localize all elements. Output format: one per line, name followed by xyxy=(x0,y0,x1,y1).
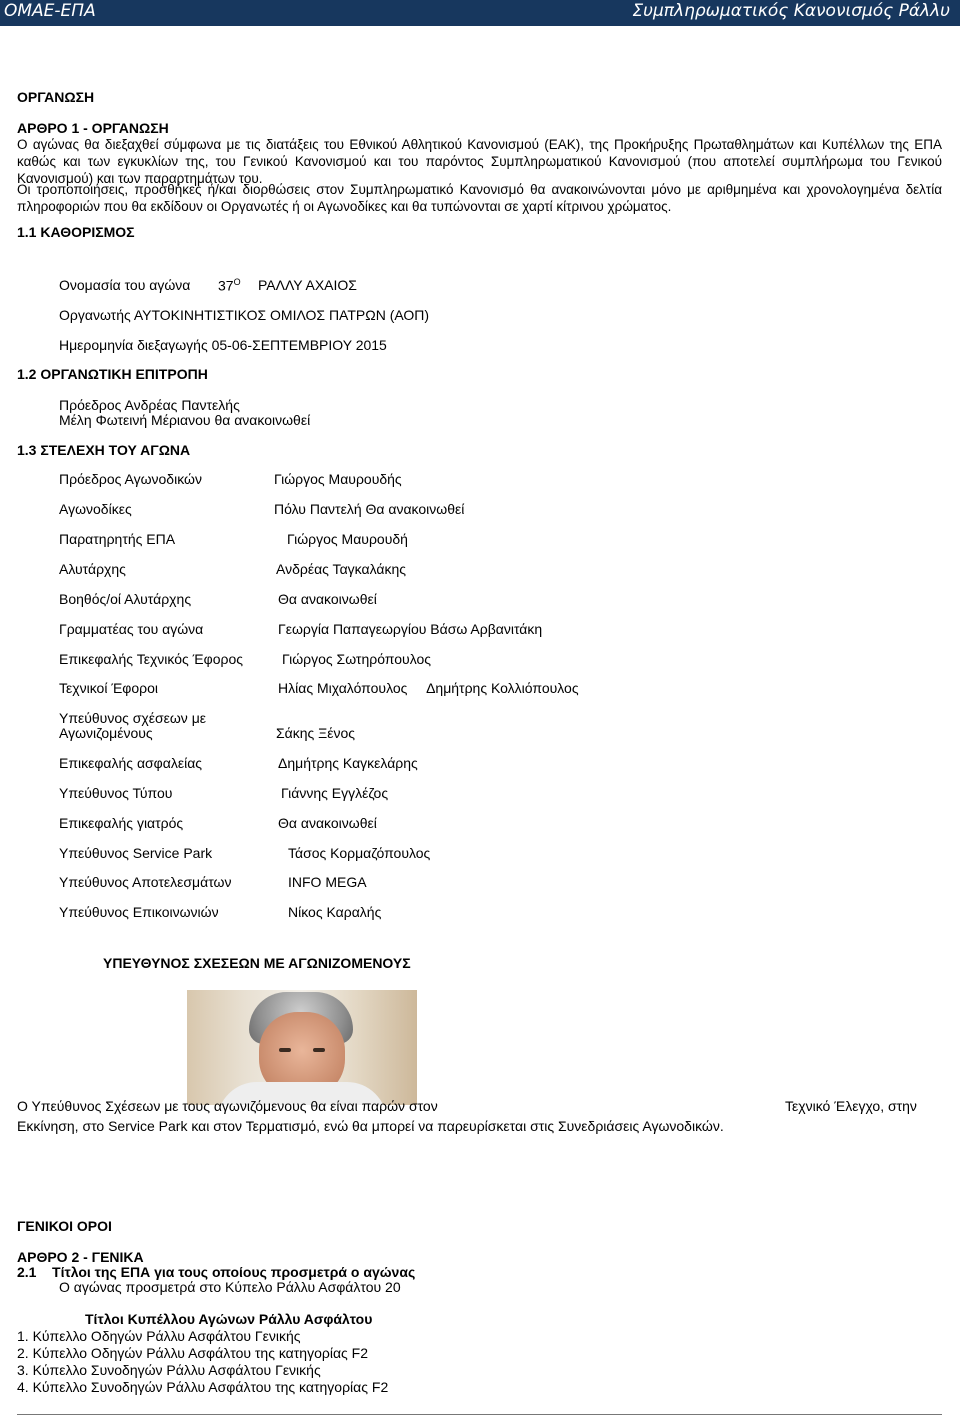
list-item: 4. Κύπελλο Συνοδηγών Ράλλυ Ασφάλτου της κατηγορίας F2 xyxy=(17,1379,389,1395)
relations-text-line2: Εκκίνηση, στο Service Park και στον Τερματισμό, ενώ θα μπορεί να παρευρίσκεται στις Συνεδριάσεις Αγωνοδικών. xyxy=(17,1118,724,1134)
general-title: ΓΕΝΙΚΟΙ ΟΡΟΙ xyxy=(17,1218,112,1234)
staff-role: Παρατηρητής ΕΠΑ xyxy=(59,531,176,547)
list-item: 2. Κύπελλο Οδηγών Ράλλυ Ασφάλτου της κατηγορίας F2 xyxy=(17,1345,369,1361)
staff-name: Τάσος Κορμαζόπουλος xyxy=(288,845,431,861)
staff-name: Θα ανακοινωθεί xyxy=(278,815,377,831)
subsection-2-1-title: 2.1 Τίτλοι της ΕΠΑ για τους οποίους προσμετρά ο αγώνας xyxy=(17,1264,416,1280)
staff-name: INFO MEGA xyxy=(288,874,367,890)
article2-title: ΑΡΘΡΟ 2 - ΓΕΝΙΚΑ xyxy=(17,1249,144,1265)
relations-officer-photo xyxy=(187,990,417,1105)
staff-name: Δημήτρης Καγκελάρης xyxy=(278,755,418,771)
footer-divider xyxy=(17,1414,942,1415)
staff-name: Πόλυ Παντελή Θα ανακοινωθεί xyxy=(274,501,465,517)
staff-name: Ανδρέας Ταγκαλάκης xyxy=(276,561,407,577)
relations-heading: ΥΠΕΥΘΥΝΟΣ ΣΧΕΣΕΩΝ ΜΕ ΑΓΩΝΙΖΟΜΕΝΟΥΣ xyxy=(103,955,411,971)
committee-members: Μέλη Φωτεινή Μέριανου θα ανακοινωθεί xyxy=(59,412,311,428)
article1-para2: Οι τροποποιήσεις, προσθήκες ή/και διορθώσεις στον Συμπληρωματικό Κανονισμό θα ανακοινώνονται μόνο με αριθμημένα και χρονολογημένα δελτία πληροφοριών που θα εκδίδουν οι Οργανωτές ή οι Αγωνοδίκες και θα τυπώνονται σε χαρτί κίτρινου χρώματος. xyxy=(17,182,942,214)
staff-role: Τεχνικοί Έφοροι xyxy=(59,680,159,696)
cup-titles-heading: Τίτλοι Κυπέλλου Αγώνων Ράλλυ Ασφάλτου xyxy=(85,1311,373,1327)
staff-name: Ηλίας Μιχαλόπουλος Δημήτρης Κολλιόπουλος xyxy=(278,680,579,696)
section-title-organization: ΟΡΓΑΝΩΣΗ xyxy=(17,89,95,105)
staff-role: Επικεφαλής ασφαλείας xyxy=(59,755,203,771)
header-org: ΟΜΑΕ-ΕΠΑ xyxy=(4,1,96,21)
staff-name: Γιώργος Σωτηρόπουλος xyxy=(282,651,432,667)
header-doc-title: Συμπληρωματικός Κανονισμός Ράλλυ xyxy=(632,1,950,21)
staff-heading: 1.3 ΣΤΕΛΕΧΗ ΤΟΥ ΑΓΩΝΑ xyxy=(17,442,191,458)
staff-role: Γραμματέας του αγώνα xyxy=(59,621,204,637)
staff-role-continued: Αγωνιζομένους xyxy=(59,725,153,741)
staff-role: Επικεφαλής Τεχνικός Έφορος xyxy=(59,651,243,667)
committee-president: Πρόεδρος Ανδρέας Παντελής xyxy=(59,397,240,413)
definition-heading: 1.1 ΚΑΘΟΡΙΣΜΟΣ xyxy=(17,224,135,240)
staff-role: Αλυτάρχης xyxy=(59,561,126,577)
staff-role: Βοηθός/οί Αλυτάρχης xyxy=(59,591,192,607)
event-name-value: ΡΑΛΛΥ ΑΧΑΙΟΣ xyxy=(258,277,357,293)
event-number-value: 37 xyxy=(218,277,234,294)
staff-role: Αγωνοδίκες xyxy=(59,501,132,517)
staff-name: Γιώργος Μαυρουδή xyxy=(287,531,408,547)
event-name-label: Ονομασία του αγώνα xyxy=(59,277,191,293)
staff-role: Υπεύθυνος Τύπου xyxy=(59,785,173,801)
event-organizer: Οργανωτής ΑΥΤΟΚΙΝΗΤΙΣΤΙΚΟΣ ΟΜΙΛΟΣ ΠΑΤΡΩΝ (ΑΟΠ) xyxy=(59,307,430,323)
committee-heading: 1.2 ΟΡΓΑΝΩΤΙΚΗ ΕΠΙΤΡΟΠΗ xyxy=(17,366,208,382)
staff-role: Υπεύθυνος Επικοινωνιών xyxy=(59,904,219,920)
staff-role: Επικεφαλής γιατρός xyxy=(59,815,184,831)
staff-name: Νίκος Καραλής xyxy=(288,904,382,920)
subsection-2-1-text: Ο αγώνας προσμετρά στο Κύπελο Ράλλυ Ασφάλτου 20 xyxy=(59,1279,401,1295)
staff-name: Γιώργος Μαυρουδής xyxy=(274,471,402,487)
relations-text-line1-left: Ο Υπεύθυνος Σχέσεων με τους αγωνιζόμενους θα είναι παρών στον xyxy=(17,1098,438,1114)
event-date: Ημερομηνία διεξαγωγής 05-06-ΣΕΠΤΕΜΒΡΙΟΥ 2015 xyxy=(59,337,387,353)
staff-role: Πρόεδρος Αγωνοδικών xyxy=(59,471,202,487)
page-header xyxy=(0,0,960,26)
article1-para1: Ο αγώνας θα διεξαχθεί σύμφωνα με τις διατάξεις του Εθνικού Αθλητικού Κανονισμού (ΕΑΚ), της Προκήρυξης Πρωταθλημάτων και Κυπέλλων της ΕΠΑ καθώς και των εγκυκλίων της, του Γενικού Κανονισμού και του παρόντος Συμπληρωματικού Κανονισμού (που αποτελεί συμπλήρωμα του Γενικού Κανονισμού) και των παραρτημάτων του. xyxy=(17,137,942,186)
event-number-sup: Ο xyxy=(233,277,241,287)
event-number xyxy=(218,277,241,294)
staff-name: Γιάννης Εγγλέζος xyxy=(281,785,389,801)
staff-name: Γεωργία Παπαγεωργίου Βάσω Αρβανιτάκη xyxy=(278,621,543,637)
list-item: 1. Κύπελλο Οδηγών Ράλλυ Ασφάλτου Γενικής xyxy=(17,1328,301,1344)
staff-name: Θα ανακοινωθεί xyxy=(278,591,377,607)
staff-role: Υπεύθυνος σχέσεων με xyxy=(59,710,206,726)
list-item: 3. Κύπελλο Συνοδηγών Ράλλυ Ασφάλτου Γενικής xyxy=(17,1362,321,1378)
relations-text-line1-right: Τεχνικό Έλεγχο, στην xyxy=(785,1098,917,1114)
article1-title: ΑΡΘΡΟ 1 - ΟΡΓΑΝΩΣΗ xyxy=(17,120,169,136)
staff-role: Υπεύθυνος Αποτελεσμάτων xyxy=(59,874,232,890)
staff-role: Υπεύθυνος Service Park xyxy=(59,845,213,861)
staff-name: Σάκης Ξένος xyxy=(276,725,356,741)
